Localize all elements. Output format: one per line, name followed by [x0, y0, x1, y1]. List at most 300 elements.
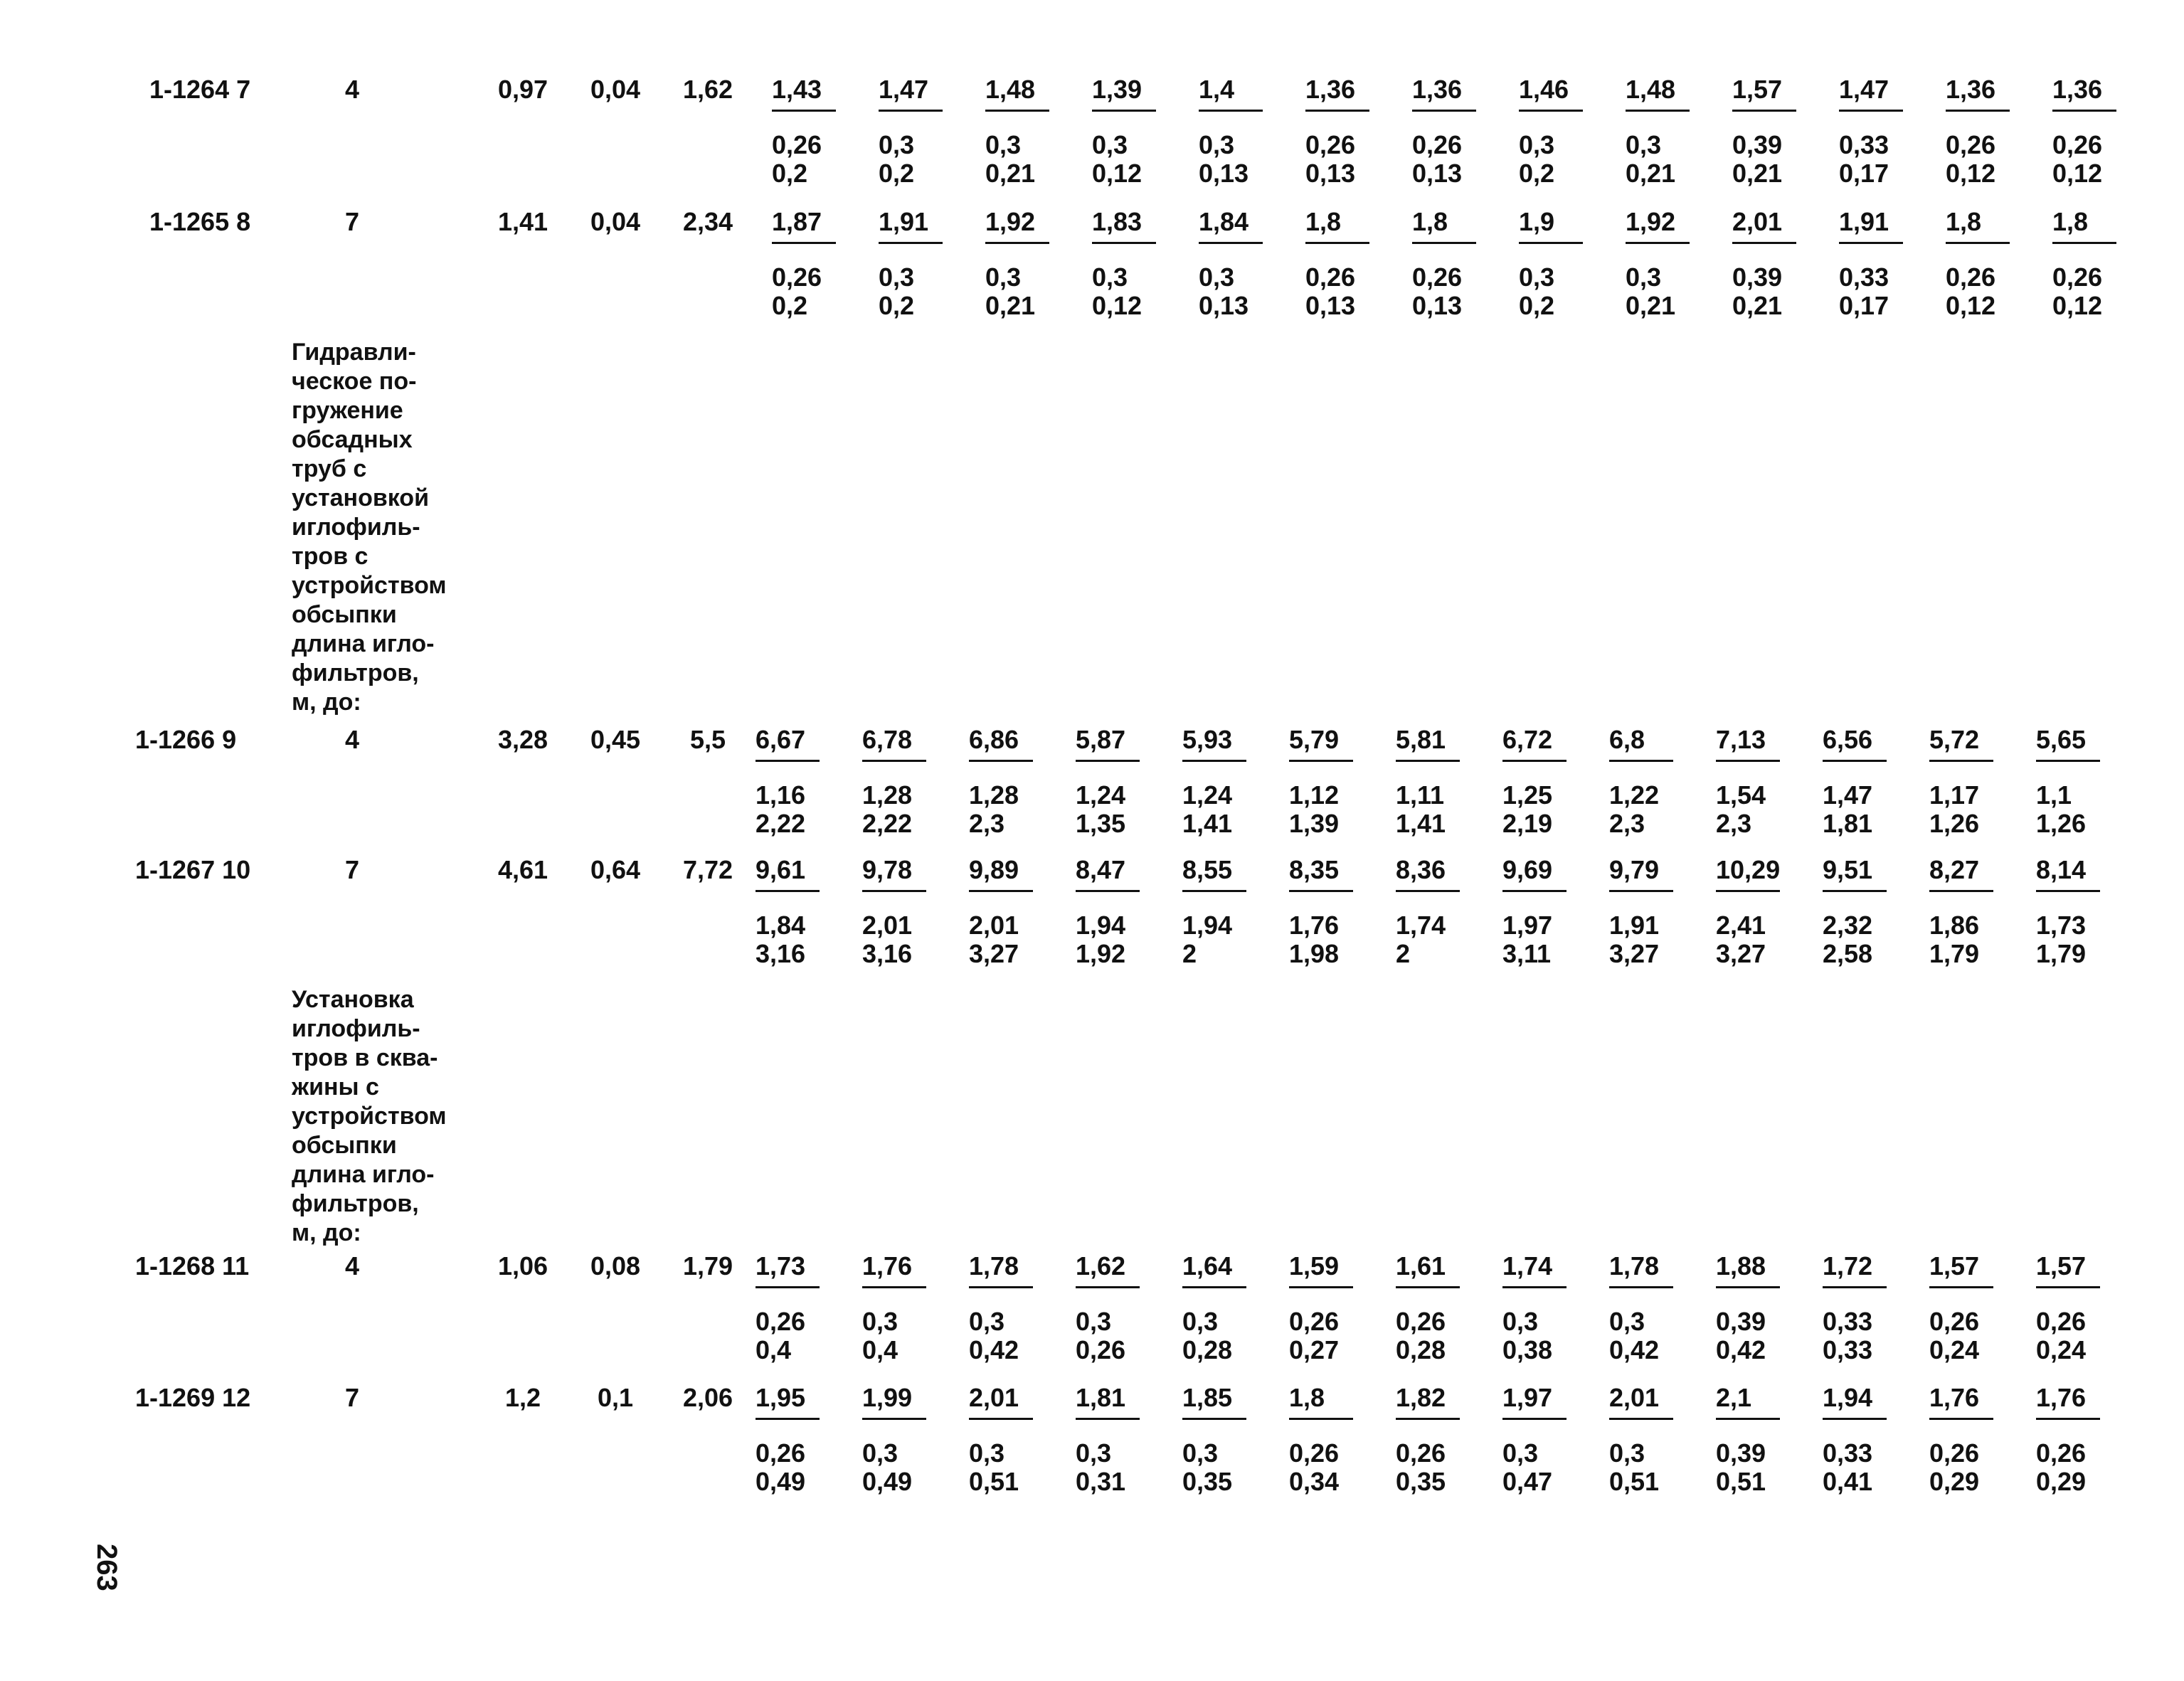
coefficient-cell	[1289, 726, 1382, 854]
coefficient-cell	[1305, 208, 1398, 336]
param-value: 0,04	[590, 75, 641, 104]
fraction-bar	[969, 760, 1033, 762]
coefficient-cell	[1626, 208, 1718, 336]
fraction-bar	[1626, 110, 1690, 112]
fraction-bar	[756, 1418, 820, 1420]
cell-bot: 0,21	[1732, 159, 1783, 188]
cell-top: 2,1	[1716, 1383, 1752, 1412]
cell-top: 1,9	[1519, 207, 1555, 236]
cell-mid: 0,26	[1412, 130, 1463, 159]
coefficient-cell	[1716, 1252, 1808, 1380]
cell-top: 1,8	[1946, 207, 1982, 236]
cell-bot: 0,27	[1289, 1335, 1340, 1364]
cell-bot: 1,79	[1929, 939, 1980, 968]
cell-bot: 0,29	[2036, 1467, 2087, 1496]
fraction-bar	[1519, 242, 1583, 244]
coefficient-cell	[969, 856, 1061, 984]
cell-mid: 0,26	[1396, 1307, 1446, 1336]
param-value: 0,08	[590, 1251, 641, 1280]
cell-top: 1,8	[1305, 207, 1342, 236]
cell-mid: 0,3	[985, 263, 1022, 292]
cell-bot: 0,29	[1929, 1467, 1980, 1496]
cell-top: 8,36	[1396, 855, 1446, 884]
cell-bot: 0,2	[772, 159, 808, 188]
coefficient-cell	[1076, 856, 1168, 984]
cell-bot: 0,13	[1199, 291, 1249, 320]
cell-top: 1,92	[985, 207, 1036, 236]
cell-bot: 0,33	[1823, 1335, 1873, 1364]
cell-mid: 1,97	[1502, 911, 1553, 940]
fraction-bar	[1412, 110, 1476, 112]
cell-bot: 0,41	[1823, 1467, 1873, 1496]
cell-bot: 2,3	[1716, 809, 1752, 838]
coefficient-cell	[1823, 726, 1915, 854]
table-row	[0, 726, 2184, 854]
cell-bot: 0,28	[1182, 1335, 1233, 1364]
cell-mid: 1,54	[1716, 780, 1766, 810]
cell-top: 1,85	[1182, 1383, 1233, 1412]
param-value: 1,79	[682, 1251, 733, 1280]
cell-mid: 0,3	[879, 130, 915, 159]
cell-top: 1,97	[1502, 1383, 1553, 1412]
fraction-bar	[1609, 1286, 1673, 1288]
cell-bot: 0,4	[862, 1335, 898, 1364]
fraction-bar	[1396, 1286, 1460, 1288]
cell-top: 1,48	[985, 75, 1036, 104]
cell-bot: 0,21	[985, 291, 1036, 320]
cell-mid: 0,3	[1626, 130, 1662, 159]
param-value: 7,72	[682, 855, 733, 884]
fraction-bar	[1519, 110, 1583, 112]
cell-bot: 0,26	[1076, 1335, 1126, 1364]
coefficient-cell	[1716, 856, 1808, 984]
cell-top: 1,84	[1199, 207, 1249, 236]
cell-top: 6,86	[969, 725, 1019, 754]
rate-code: 1-1267 10	[135, 855, 251, 884]
param-value: 5,5	[689, 725, 726, 754]
cell-top: 1,78	[969, 1251, 1019, 1280]
cell-bot: 1,26	[2036, 809, 2087, 838]
cell-mid: 0,3	[1519, 130, 1555, 159]
cell-top: 1,57	[1929, 1251, 1980, 1280]
section-heading: Гидравли- ческое по- гружение обсадных труб с установкой иглофиль- тров с устройством обсыпки длина игло- фильтров, м, до:	[292, 339, 447, 716]
cell-bot: 0,12	[2052, 291, 2103, 320]
fraction-bar	[2036, 1286, 2100, 1288]
cell-bot: 0,13	[1305, 291, 1356, 320]
coefficient-cell	[879, 208, 971, 336]
coefficient-cell	[1182, 1252, 1275, 1380]
cell-bot: 0,2	[879, 291, 915, 320]
fraction-bar	[756, 760, 820, 762]
cell-bot: 3,27	[1716, 939, 1766, 968]
coefficient-cell	[1182, 1384, 1275, 1512]
coefficient-cell	[969, 1252, 1061, 1380]
filter-length: 4	[344, 1251, 360, 1280]
coefficient-cell	[862, 1384, 955, 1512]
cell-top: 1,57	[1732, 75, 1783, 104]
cell-bot: 0,12	[1092, 291, 1143, 320]
page-number: 263	[91, 1544, 122, 1591]
param-value: 1,62	[682, 75, 733, 104]
cell-mid: 0,3	[969, 1307, 1005, 1336]
cell-mid: 1,94	[1182, 911, 1233, 940]
cell-mid: 1,22	[1609, 780, 1660, 810]
cell-mid: 0,3	[1076, 1438, 1112, 1468]
cell-mid: 0,3	[1609, 1438, 1645, 1468]
param-value: 0,97	[497, 75, 548, 104]
fraction-bar	[1502, 760, 1567, 762]
cell-mid: 1,74	[1396, 911, 1446, 940]
fraction-bar	[1289, 1286, 1353, 1288]
coefficient-cell	[862, 726, 955, 854]
cell-top: 1,8	[2052, 207, 2089, 236]
cell-mid: 0,3	[1626, 263, 1662, 292]
table-row	[0, 1252, 2184, 1380]
cell-bot: 2	[1182, 939, 1197, 968]
coefficient-cell	[756, 856, 848, 984]
cell-top: 1,4	[1199, 75, 1235, 104]
fraction-bar	[2052, 242, 2116, 244]
fraction-bar	[1929, 890, 1993, 892]
cell-mid: 0,26	[1412, 263, 1463, 292]
cell-top: 7,13	[1716, 725, 1766, 754]
cell-bot: 0,31	[1076, 1467, 1126, 1496]
cell-mid: 0,3	[1199, 130, 1235, 159]
cell-mid: 0,26	[1946, 130, 1996, 159]
param-value: 3,28	[497, 725, 548, 754]
cell-mid: 0,26	[1929, 1438, 1980, 1468]
fraction-bar	[1502, 890, 1567, 892]
coefficient-cell	[1929, 1252, 2022, 1380]
cell-mid: 0,33	[1823, 1307, 1873, 1336]
cell-top: 1,95	[756, 1383, 806, 1412]
cell-mid: 0,3	[879, 263, 915, 292]
cell-mid: 0,3	[862, 1438, 898, 1468]
param-value: 4,61	[497, 855, 548, 884]
fraction-bar	[1182, 890, 1246, 892]
param-value: 2,34	[682, 207, 733, 236]
rate-code: 1-1268 11	[135, 1251, 250, 1280]
rate-code: 1-1269 12	[135, 1383, 251, 1412]
fraction-bar	[1626, 242, 1690, 244]
cell-top: 2,01	[1732, 207, 1783, 236]
cell-top: 1,82	[1396, 1383, 1446, 1412]
cell-top: 5,93	[1182, 725, 1233, 754]
table-row	[0, 208, 2184, 336]
coefficient-cell	[1519, 208, 1611, 336]
cell-bot: 0,42	[1609, 1335, 1660, 1364]
coefficient-cell	[1626, 75, 1718, 203]
cell-mid: 0,33	[1839, 263, 1889, 292]
rate-code: 1-1266 9	[135, 725, 237, 754]
cell-mid: 1,25	[1502, 780, 1553, 810]
cell-bot: 0,2	[772, 291, 808, 320]
cell-top: 8,47	[1076, 855, 1126, 884]
coefficient-cell	[772, 75, 864, 203]
cell-top: 1,64	[1182, 1251, 1233, 1280]
cell-mid: 0,26	[1305, 130, 1356, 159]
cell-bot: 0,13	[1412, 291, 1463, 320]
coefficient-cell	[969, 1384, 1061, 1512]
coefficient-cell	[1502, 1384, 1595, 1512]
cell-bot: 0,12	[1946, 159, 1996, 188]
fraction-bar	[985, 110, 1049, 112]
fraction-bar	[1076, 1286, 1140, 1288]
coefficient-cell	[1092, 75, 1184, 203]
cell-top: 1,87	[772, 207, 822, 236]
filter-length: 7	[344, 1383, 360, 1412]
fraction-bar	[756, 1286, 820, 1288]
cell-mid: 0,3	[985, 130, 1022, 159]
fraction-bar	[1929, 1418, 1993, 1420]
cell-bot: 0,49	[756, 1467, 806, 1496]
coefficient-cell	[1076, 1384, 1168, 1512]
fraction-bar	[1716, 760, 1780, 762]
fraction-bar	[1182, 1286, 1246, 1288]
fraction-bar	[756, 890, 820, 892]
cell-mid: 1,11	[1396, 780, 1445, 810]
fraction-bar	[1732, 242, 1796, 244]
coefficient-cell	[862, 1252, 955, 1380]
cell-bot: 2,22	[756, 809, 806, 838]
coefficient-cell	[1199, 75, 1291, 203]
cell-top: 5,81	[1396, 725, 1446, 754]
cell-mid: 0,26	[1289, 1307, 1340, 1336]
cell-bot: 0,35	[1182, 1467, 1233, 1496]
table-row	[0, 75, 2184, 203]
cell-bot: 2,19	[1502, 809, 1553, 838]
cell-top: 1,88	[1716, 1251, 1766, 1280]
cell-bot: 3,27	[1609, 939, 1660, 968]
fraction-bar	[1839, 242, 1903, 244]
fraction-bar	[1092, 242, 1156, 244]
fraction-bar	[1199, 242, 1263, 244]
param-value: 0,45	[590, 725, 641, 754]
cell-bot: 2,22	[862, 809, 913, 838]
fraction-bar	[1946, 110, 2010, 112]
cell-top: 5,79	[1289, 725, 1340, 754]
cell-top: 1,72	[1823, 1251, 1873, 1280]
fraction-bar	[2052, 110, 2116, 112]
cell-mid: 1,24	[1182, 780, 1233, 810]
coefficient-cell	[1289, 1384, 1382, 1512]
cell-mid: 1,94	[1076, 911, 1126, 940]
fraction-bar	[1716, 890, 1780, 892]
coefficient-cell	[1732, 208, 1825, 336]
fraction-bar	[1396, 890, 1460, 892]
coefficient-cell	[1396, 726, 1488, 854]
fraction-bar	[1076, 1418, 1140, 1420]
fraction-bar	[1305, 242, 1369, 244]
coefficient-cell	[985, 208, 1078, 336]
cell-top: 8,55	[1182, 855, 1233, 884]
cell-mid: 0,26	[1929, 1307, 1980, 1336]
cell-mid: 0,26	[2036, 1307, 2087, 1336]
cell-bot: 0,2	[1519, 159, 1555, 188]
coefficient-cell	[1502, 856, 1595, 984]
coefficient-cell	[2036, 1252, 2129, 1380]
cell-top: 1,62	[1076, 1251, 1126, 1280]
coefficient-cell	[1519, 75, 1611, 203]
cell-bot: 1,39	[1289, 809, 1340, 838]
coefficient-cell	[1412, 208, 1505, 336]
cell-bot: 3,27	[969, 939, 1019, 968]
fraction-bar	[1396, 1418, 1460, 1420]
fraction-bar	[1716, 1286, 1780, 1288]
cell-top: 1,47	[879, 75, 929, 104]
fraction-bar	[879, 242, 943, 244]
cell-mid: 1,17	[1929, 780, 1980, 810]
coefficient-cell	[1289, 1252, 1382, 1380]
cell-mid: 1,28	[969, 780, 1019, 810]
cell-mid: 0,3	[1182, 1307, 1219, 1336]
coefficient-cell	[756, 1384, 848, 1512]
fraction-bar	[1182, 760, 1246, 762]
coefficient-cell	[1823, 1384, 1915, 1512]
fraction-bar	[1823, 760, 1887, 762]
coefficient-cell	[1199, 208, 1291, 336]
table-row	[0, 1384, 2184, 1512]
rate-code: 1-1264 7	[149, 75, 251, 104]
cell-bot: 1,98	[1289, 939, 1340, 968]
cell-top: 1,36	[2052, 75, 2103, 104]
cell-mid: 0,39	[1732, 130, 1783, 159]
fraction-bar	[985, 242, 1049, 244]
cell-top: 5,87	[1076, 725, 1126, 754]
coefficient-cell	[2052, 208, 2145, 336]
cell-mid: 0,26	[2052, 263, 2103, 292]
table-row	[0, 856, 2184, 984]
cell-top: 5,72	[1929, 725, 1980, 754]
cell-bot: 1,35	[1076, 809, 1126, 838]
cell-mid: 2,41	[1716, 911, 1766, 940]
coefficient-cell	[1946, 208, 2038, 336]
fraction-bar	[969, 1418, 1033, 1420]
cell-top: 1,81	[1076, 1383, 1126, 1412]
cell-mid: 1,16	[756, 780, 806, 810]
fraction-bar	[1732, 110, 1796, 112]
coefficient-cell	[862, 856, 955, 984]
coefficient-cell	[1823, 856, 1915, 984]
cell-top: 6,8	[1609, 725, 1645, 754]
fraction-bar	[1289, 760, 1353, 762]
fraction-bar	[1823, 1418, 1887, 1420]
cell-mid: 0,26	[1396, 1438, 1446, 1468]
fraction-bar	[1412, 242, 1476, 244]
fraction-bar	[1609, 890, 1673, 892]
cell-top: 1,94	[1823, 1383, 1873, 1412]
fraction-bar	[1929, 1286, 1993, 1288]
cell-bot: 3,16	[756, 939, 806, 968]
fraction-bar	[862, 890, 926, 892]
cell-top: 6,72	[1502, 725, 1553, 754]
cell-mid: 1,28	[862, 780, 913, 810]
cell-bot: 1,41	[1396, 809, 1446, 838]
cell-mid: 1,84	[756, 911, 806, 940]
cell-top: 10,29	[1716, 855, 1781, 884]
cell-top: 1,91	[1839, 207, 1889, 236]
fraction-bar	[2036, 760, 2100, 762]
coefficient-cell	[1609, 856, 1702, 984]
cell-mid: 0,3	[1519, 263, 1555, 292]
cell-mid: 0,3	[1609, 1307, 1645, 1336]
cell-bot: 0,17	[1839, 159, 1889, 188]
cell-top: 1,47	[1839, 75, 1889, 104]
filter-length: 7	[344, 207, 360, 236]
cell-bot: 0,21	[1626, 159, 1676, 188]
cell-mid: 0,26	[2036, 1438, 2087, 1468]
coefficient-cell	[1076, 1252, 1168, 1380]
fraction-bar	[862, 760, 926, 762]
cell-bot: 0,42	[1716, 1335, 1766, 1364]
fraction-bar	[969, 890, 1033, 892]
cell-mid: 0,26	[1305, 263, 1356, 292]
cell-bot: 0,12	[1946, 291, 1996, 320]
coefficient-cell	[1289, 856, 1382, 984]
coefficient-cell	[1502, 726, 1595, 854]
cell-mid: 0,26	[1946, 263, 1996, 292]
coefficient-cell	[756, 1252, 848, 1380]
coefficient-cell	[1732, 75, 1825, 203]
cell-mid: 0,3	[1502, 1438, 1539, 1468]
param-value: 1,41	[497, 207, 548, 236]
cell-top: 1,74	[1502, 1251, 1553, 1280]
cell-bot: 0,13	[1305, 159, 1356, 188]
fraction-bar	[1076, 760, 1140, 762]
cell-bot: 0,24	[1929, 1335, 1980, 1364]
coefficient-cell	[2036, 1384, 2129, 1512]
cell-top: 1,48	[1626, 75, 1676, 104]
cell-bot: 0,12	[2052, 159, 2103, 188]
cell-top: 1,76	[862, 1251, 913, 1280]
cell-mid: 0,26	[772, 263, 822, 292]
coefficient-cell	[1716, 1384, 1808, 1512]
fraction-bar	[1396, 760, 1460, 762]
cell-bot: 1,92	[1076, 939, 1126, 968]
param-value: 1,2	[504, 1383, 541, 1412]
cell-bot: 0,35	[1396, 1467, 1446, 1496]
cell-bot: 2,3	[1609, 809, 1645, 838]
coefficient-cell	[772, 208, 864, 336]
coefficient-cell	[2036, 726, 2129, 854]
cell-mid: 0,39	[1716, 1438, 1766, 1468]
coefficient-cell	[1839, 208, 1931, 336]
fraction-bar	[1609, 1418, 1673, 1420]
param-value: 0,64	[590, 855, 641, 884]
cell-bot: 1,79	[2036, 939, 2087, 968]
fraction-bar	[772, 110, 836, 112]
cell-bot: 0,51	[969, 1467, 1019, 1496]
cell-mid: 2,01	[969, 911, 1019, 940]
coefficient-cell	[1182, 856, 1275, 984]
fraction-bar	[1609, 760, 1673, 762]
cell-bot: 2,3	[969, 809, 1005, 838]
filter-length: 7	[344, 855, 360, 884]
cell-bot: 1,41	[1182, 809, 1233, 838]
filter-length: 4	[344, 725, 360, 754]
cell-mid: 0,3	[1092, 130, 1128, 159]
coefficient-cell	[1412, 75, 1505, 203]
fraction-bar	[862, 1418, 926, 1420]
cell-bot: 3,16	[862, 939, 913, 968]
cell-mid: 0,33	[1839, 130, 1889, 159]
coefficient-cell	[1502, 1252, 1595, 1380]
cell-top: 9,79	[1609, 855, 1660, 884]
fraction-bar	[1199, 110, 1263, 112]
cell-top: 1,76	[1929, 1383, 1980, 1412]
cell-top: 1,57	[2036, 1251, 2087, 1280]
coefficient-cell	[1716, 726, 1808, 854]
